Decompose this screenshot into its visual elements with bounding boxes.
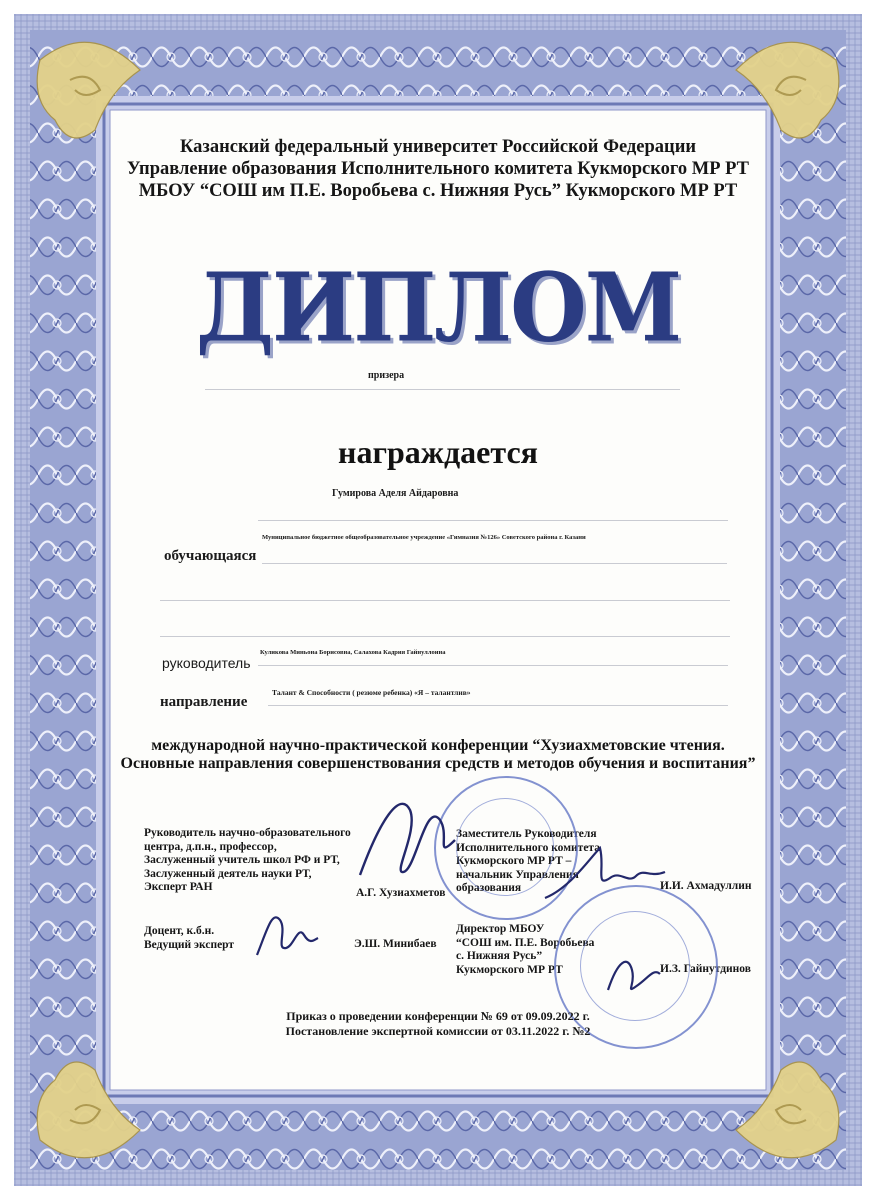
- signature-left-top: [340, 780, 480, 890]
- recipient-line: [258, 520, 728, 521]
- blank-line-2: [160, 636, 730, 637]
- supervisor-value: Куликова Миньона Борисовна, Салахова Кадрия Гайнуллоина: [260, 649, 446, 656]
- diploma-subtitle: призера: [368, 370, 405, 381]
- subtitle-line: [205, 389, 680, 390]
- recipient-name: Гумирова Аделя Айдаровна: [332, 488, 459, 499]
- header-line-2: Управление образования Исполнительного комитета Кукморского МР РТ: [126, 159, 749, 179]
- signatory-right-top-title: Заместитель Руководителя Исполнительного комитета Кукморского МР РТ – начальник Управления образования: [456, 828, 600, 894]
- student-label: обучающаяся: [164, 548, 257, 564]
- header-line-1: Казанский федеральный университет Российской Федерации: [179, 137, 697, 157]
- signature-right-top: [540, 838, 670, 908]
- signature-left-bottom: [252, 900, 322, 960]
- blank-line-1: [160, 600, 730, 601]
- supervisor-line: [258, 665, 728, 666]
- footer-line-2: Постановление экспертной комиссии от 03.11.2022 г. №2: [285, 1024, 591, 1038]
- diploma-title: ДИПЛОМ: [195, 250, 681, 364]
- signatory-left-top-name: А.Г. Хузиахметов: [356, 887, 446, 899]
- header-line-3: МБОУ “СОШ им П.Е. Воробьева с. Нижняя Русь” Кукморского МР РТ: [138, 181, 738, 201]
- signatory-left-top-title: Руководитель научно-образовательного центра, д.п.н., профессор, Заслуженный учитель школ РФ и РТ, Заслуженный деятель науки РТ, Эксперт РАН: [144, 827, 351, 893]
- footer-line-1: Приказ о проведении конференции № 69 от 09.09.2022 г.: [286, 1009, 590, 1023]
- signatory-left-bottom-name: Э.Ш. Минибаев: [354, 938, 437, 950]
- supervisor-label: руководитель: [162, 655, 251, 671]
- direction-label: направление: [160, 694, 248, 710]
- conference-line-2: Основные направления совершенствования средств и методов обучения и воспитания”: [120, 755, 756, 772]
- student-value: Муниципальное бюджетное общеобразовательное учреждение «Гимназия №126» Советского района г. Казани: [262, 534, 586, 541]
- signature-right-bottom: [598, 940, 668, 1000]
- direction-value: Талант & Способности ( резюме ребенка) «Я – талантлив»: [272, 688, 471, 697]
- signatory-left-bottom-title: Доцент, к.б.н. Ведущий эксперт: [144, 925, 235, 951]
- direction-line: [268, 705, 728, 706]
- awarded-label: награждается: [338, 434, 538, 470]
- student-line: [262, 563, 727, 564]
- signatory-right-bottom-title: Директор МБОУ “СОШ им. П.Е. Воробьева с. Нижняя Русь” Кукморского МР РТ: [456, 923, 595, 976]
- conference-line-1: международной научно-практической конференции “Хузиахметовские чтения.: [151, 737, 725, 754]
- signatory-right-bottom-name: И.З. Гайнутдинов: [660, 963, 751, 975]
- signatory-right-top-name: И.И. Ахмадуллин: [660, 880, 752, 892]
